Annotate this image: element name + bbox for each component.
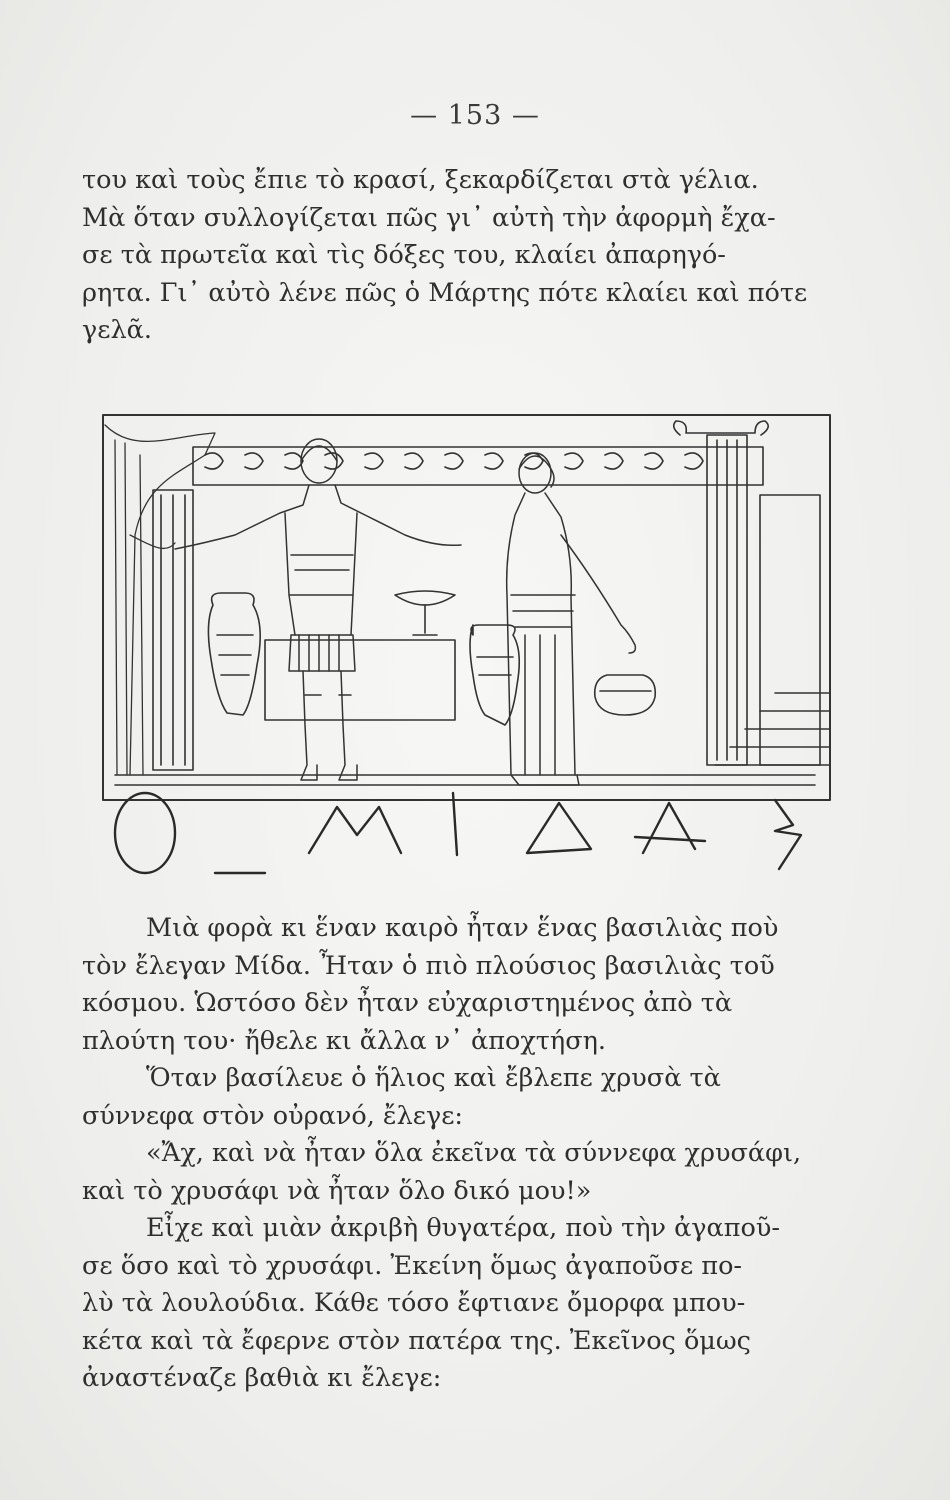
curtain [105,425,215,775]
caption-letter-o [115,793,175,873]
text-line: καὶ τὸ χρυσάφι νὰ ἦταν ὅλο δικό μου!» [82,1175,592,1206]
text-line: Ὅταν βασίλευε ὁ ἥλιος καὶ ἔβλεπε χρυσὰ τὰ [146,1063,721,1093]
paragraph [82,1135,862,1210]
text-line: ἀναστέναζε βαθιὰ κι ἔλεγε: [82,1363,442,1393]
caption-midas [115,793,801,873]
text-line: ρητα. Γι᾽ αὐτὸ λένε πῶς ὁ Μάρτης πότε κλαίει καὶ πότε [82,277,808,308]
caption-letter-s [775,800,801,869]
text-line: σε τὰ πρωτεῖα καὶ τὶς δόξες του, κλαίει ἀπαρηγό- [82,240,726,270]
text-line: σύννεφα στὸν οὐρανό, ἔλεγε: [82,1100,464,1131]
steps [715,693,830,765]
text-line: Εἶχε καὶ μιὰν ἀκριβὴ θυγατέρα, ποὺ τὴν ἀγαποῦ- [146,1213,780,1243]
text-line: του καὶ τοὺς ἔπιε τὸ κρασί, ξεκαρδίζεται στὰ γέλια. [82,165,759,195]
caption-letter-m [309,807,401,853]
daughter-figure [507,453,636,785]
text-line: Μὰ ὅταν συλλογίζεται πῶς γι᾽ αὐτὴ τὴν ἀφορμὴ ἔχα- [82,202,776,233]
caption-letter-i [453,793,457,855]
text-line: λὺ τὰ λουλούδια. Κάθε τόσο ἔφτιανε ὄμορφα μπου- [82,1288,746,1318]
text-line: τὸν ἔλεγαν Μίδα. Ἦταν ὁ πιὸ πλούσιος βασιλιὰς τοῦ [82,950,775,981]
right-column [674,421,820,765]
left-column [153,490,193,770]
paragraph [82,1210,862,1398]
text-line: πλούτη του· ἤθελε κι ἄλλα ν᾽ ἀποχτήση. [82,1025,606,1056]
top-paragraph [82,162,862,350]
text-line: Μιὰ φορὰ κι ἕναν καιρὸ ἦταν ἕνας βασιλιὰς ποὺ [146,913,779,943]
midas-illustration [95,395,840,875]
paragraph [82,1060,862,1135]
caption-letter-a [635,803,705,853]
text-line: «Ἄχ, καὶ νὰ ἦταν ὅλα ἐκεῖνα τὰ σύννεφα χρυσάφι, [146,1138,802,1168]
text-line: κέτα καὶ τὰ ἔφερνε στὸν πατέρα της. Ἐκεῖνος ὅμως [82,1325,751,1356]
amphora-middle [470,625,519,725]
altar [265,640,455,720]
king-midas-figure [175,439,461,780]
paragraph [82,910,862,1060]
small-vase [595,675,656,715]
floor-line [115,775,815,785]
story-text [82,910,862,1398]
text-line: κόσμου. Ὡστόσο δὲν ἦταν εὐχαριστημένος ἀπὸ τὰ [82,988,733,1018]
meander-frieze [193,447,763,485]
caption-letter-d [527,803,591,853]
page-number: — 153 — [410,100,540,131]
text-line: σε ὅσο καὶ τὸ χρυσάφι. Ἐκείνη ὅμως ἀγαποῦσε πο- [82,1250,743,1281]
amphora-left [208,593,260,715]
drinking-cup [395,591,455,635]
text-line: γελᾶ. [82,315,152,345]
